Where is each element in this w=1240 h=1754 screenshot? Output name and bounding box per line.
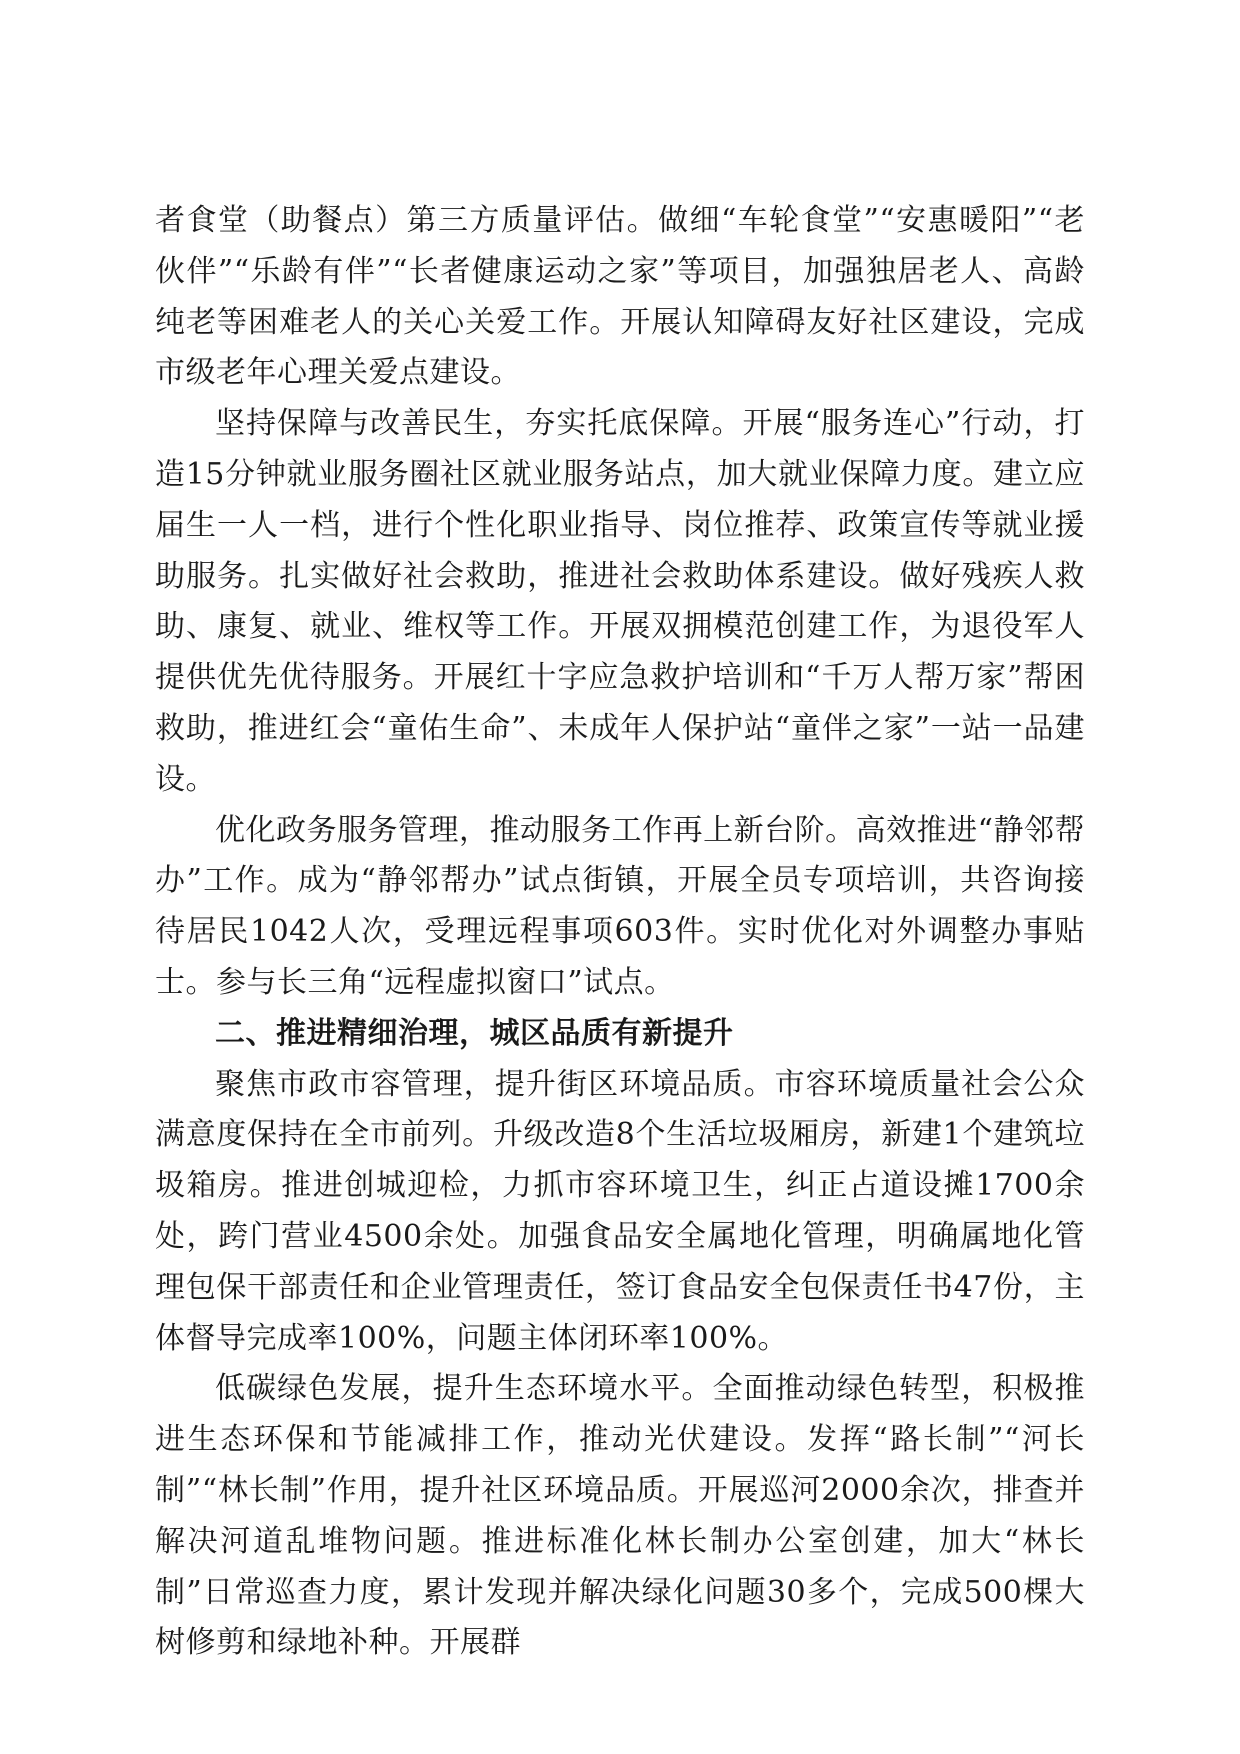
paragraph-government-services: 优化政务服务管理，推动服务工作再上新台阶。高效推进“静邻帮办”工作。成为“静邻帮办”试点街镇，开展全员专项培训，共咨询接待居民1042人次，受理远程事项603件。实时优化对外调整办事贴士。参与长三角“远程虚拟窗口”试点。 <box>155 812 1085 1000</box>
section-heading: 二、推进精细治理，城区品质有新提升 <box>215 1015 734 1051</box>
paragraph-livelihood-security: 坚持保障与改善民生，夯实托底保障。开展“服务连心”行动，打造15分钟就业服务圈社区就业服务站点，加大就业保障力度。建立应届生一人一档，进行个性化职业指导、岗位推荐、政策宣传等就业援助服务。扎实做好社会救助，推进社会救助体系建设。做好残疾人救助、康复、就业、维权等工作。开展双拥模范创建工作，为退役军人提供优先优待服务。开展红十字应急救护培训和“千万人帮万家”帮困救助，推进红会“童佑生命”、未成年人保护站“童伴之家”一站一品建设。 <box>155 406 1085 797</box>
paragraph-city-management: 聚焦市政市容管理，提升街区环境品质。市容环境质量社会公众满意度保持在全市前列。升级改造8个生活垃圾厢房，新建1个建筑垃圾箱房。推进创城迎检，力抓市容环境卫生，纠正占道设摊1700余处，跨门营业4500余处。加强食品安全属地化管理，明确属地化管理包保干部责任和企业管理责任，签订食品安全包保责任书47份，主体督导完成率100%，问题主体闭环率100%。 <box>155 1066 1085 1356</box>
document-body <box>155 196 1085 1669</box>
paragraph-continuation: 者食堂（助餐点）第三方质量评估。做细“车轮食堂”“安惠暖阳”“老伙伴”“乐龄有伴”“长者健康运动之家”等项目，加强独居老人、高龄纯老等困难老人的关心关爱工作。开展认知障碍友好社区建设，完成市级老年心理关爱点建设。 <box>155 203 1085 391</box>
paragraph-green-development: 低碳绿色发展，提升生态环境水平。全面推动绿色转型，积极推进生态环保和节能减排工作，推动光伏建设。发挥“路长制”“河长制”“林长制”作用，提升社区环境品质。开展巡河2000余次，排查并解决河道乱堆物问题。推进标准化林长制办公室创建，加大“林长制”日常巡查力度，累计发现并解决绿化问题30多个，完成500棵大树修剪和绿地补种。开展群 <box>155 1371 1085 1661</box>
